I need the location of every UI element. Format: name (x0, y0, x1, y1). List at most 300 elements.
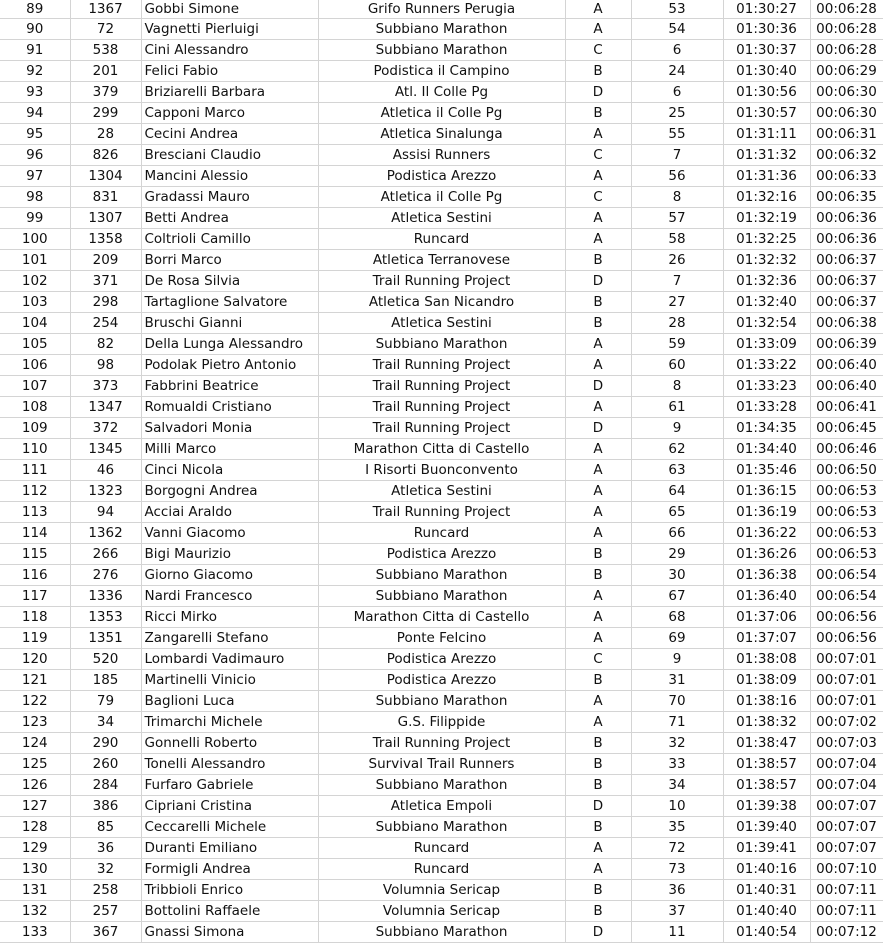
category-cell[interactable]: B (565, 544, 631, 565)
finish-time-cell[interactable]: 01:39:41 (723, 838, 810, 859)
team-cell[interactable]: Trail Running Project (318, 271, 565, 292)
category-cell[interactable]: B (565, 61, 631, 82)
position-cell[interactable]: 125 (0, 754, 70, 775)
category-position-cell[interactable]: 8 (631, 187, 723, 208)
athlete-name-cell[interactable]: Cecini Andrea (141, 124, 318, 145)
team-cell[interactable]: Atletica Sestini (318, 481, 565, 502)
athlete-name-cell[interactable]: Borgogni Andrea (141, 481, 318, 502)
category-position-cell[interactable]: 24 (631, 61, 723, 82)
category-cell[interactable]: B (565, 565, 631, 586)
finish-time-cell[interactable]: 01:31:32 (723, 145, 810, 166)
athlete-name-cell[interactable]: Tonelli Alessandro (141, 754, 318, 775)
finish-time-cell[interactable]: 01:33:28 (723, 397, 810, 418)
pace-cell[interactable]: 00:06:36 (810, 208, 883, 229)
team-cell[interactable]: Trail Running Project (318, 502, 565, 523)
category-cell[interactable]: B (565, 313, 631, 334)
finish-time-cell[interactable]: 01:34:40 (723, 439, 810, 460)
finish-time-cell[interactable]: 01:36:22 (723, 523, 810, 544)
pace-cell[interactable]: 00:06:32 (810, 145, 883, 166)
category-position-cell[interactable]: 58 (631, 229, 723, 250)
position-cell[interactable]: 110 (0, 439, 70, 460)
athlete-name-cell[interactable]: Giorno Giacomo (141, 565, 318, 586)
category-position-cell[interactable]: 37 (631, 901, 723, 922)
athlete-name-cell[interactable]: Vagnetti Pierluigi (141, 19, 318, 40)
bib-cell[interactable]: 98 (70, 355, 141, 376)
finish-time-cell[interactable]: 01:32:25 (723, 229, 810, 250)
position-cell[interactable]: 106 (0, 355, 70, 376)
category-cell[interactable]: B (565, 817, 631, 838)
position-cell[interactable]: 99 (0, 208, 70, 229)
category-position-cell[interactable]: 25 (631, 103, 723, 124)
category-cell[interactable]: A (565, 166, 631, 187)
pace-cell[interactable]: 00:06:40 (810, 376, 883, 397)
category-position-cell[interactable]: 9 (631, 418, 723, 439)
category-position-cell[interactable]: 62 (631, 439, 723, 460)
pace-cell[interactable]: 00:06:45 (810, 418, 883, 439)
category-position-cell[interactable]: 31 (631, 670, 723, 691)
athlete-name-cell[interactable]: Acciai Araldo (141, 502, 318, 523)
position-cell[interactable]: 114 (0, 523, 70, 544)
category-cell[interactable]: A (565, 838, 631, 859)
athlete-name-cell[interactable]: Bigi Maurizio (141, 544, 318, 565)
athlete-name-cell[interactable]: Cipriani Cristina (141, 796, 318, 817)
category-cell[interactable]: A (565, 19, 631, 40)
finish-time-cell[interactable]: 01:32:40 (723, 292, 810, 313)
finish-time-cell[interactable]: 01:39:38 (723, 796, 810, 817)
position-cell[interactable]: 104 (0, 313, 70, 334)
team-cell[interactable]: Volumnia Sericap (318, 901, 565, 922)
position-cell[interactable]: 101 (0, 250, 70, 271)
bib-cell[interactable]: 72 (70, 19, 141, 40)
category-cell[interactable]: A (565, 0, 631, 19)
bib-cell[interactable]: 373 (70, 376, 141, 397)
bib-cell[interactable]: 1362 (70, 523, 141, 544)
pace-cell[interactable]: 00:06:56 (810, 607, 883, 628)
finish-time-cell[interactable]: 01:30:40 (723, 61, 810, 82)
athlete-name-cell[interactable]: Bruschi Gianni (141, 313, 318, 334)
finish-time-cell[interactable]: 01:36:19 (723, 502, 810, 523)
team-cell[interactable]: Podistica Arezzo (318, 670, 565, 691)
pace-cell[interactable]: 00:07:01 (810, 670, 883, 691)
bib-cell[interactable]: 371 (70, 271, 141, 292)
category-position-cell[interactable]: 67 (631, 586, 723, 607)
bib-cell[interactable]: 34 (70, 712, 141, 733)
category-position-cell[interactable]: 68 (631, 607, 723, 628)
category-cell[interactable]: B (565, 880, 631, 901)
athlete-name-cell[interactable]: Cini Alessandro (141, 40, 318, 61)
athlete-name-cell[interactable]: Salvadori Monia (141, 418, 318, 439)
finish-time-cell[interactable]: 01:37:07 (723, 628, 810, 649)
finish-time-cell[interactable]: 01:30:27 (723, 0, 810, 19)
pace-cell[interactable]: 00:07:12 (810, 922, 883, 943)
athlete-name-cell[interactable]: Fabbrini Beatrice (141, 376, 318, 397)
team-cell[interactable]: Subbiano Marathon (318, 334, 565, 355)
finish-time-cell[interactable]: 01:40:16 (723, 859, 810, 880)
athlete-name-cell[interactable]: Gobbi Simone (141, 0, 318, 19)
finish-time-cell[interactable]: 01:30:37 (723, 40, 810, 61)
bib-cell[interactable]: 284 (70, 775, 141, 796)
athlete-name-cell[interactable]: De Rosa Silvia (141, 271, 318, 292)
bib-cell[interactable]: 185 (70, 670, 141, 691)
position-cell[interactable]: 98 (0, 187, 70, 208)
team-cell[interactable]: Atletica Empoli (318, 796, 565, 817)
category-cell[interactable]: A (565, 208, 631, 229)
pace-cell[interactable]: 00:06:39 (810, 334, 883, 355)
athlete-name-cell[interactable]: Vanni Giacomo (141, 523, 318, 544)
team-cell[interactable]: Atletica Sestini (318, 313, 565, 334)
position-cell[interactable]: 113 (0, 502, 70, 523)
position-cell[interactable]: 120 (0, 649, 70, 670)
position-cell[interactable]: 122 (0, 691, 70, 712)
bib-cell[interactable]: 1323 (70, 481, 141, 502)
pace-cell[interactable]: 00:07:01 (810, 691, 883, 712)
finish-time-cell[interactable]: 01:38:57 (723, 775, 810, 796)
category-position-cell[interactable]: 7 (631, 271, 723, 292)
category-position-cell[interactable]: 32 (631, 733, 723, 754)
bib-cell[interactable]: 258 (70, 880, 141, 901)
category-cell[interactable]: D (565, 271, 631, 292)
bib-cell[interactable]: 372 (70, 418, 141, 439)
bib-cell[interactable]: 367 (70, 922, 141, 943)
category-cell[interactable]: A (565, 859, 631, 880)
finish-time-cell[interactable]: 01:30:57 (723, 103, 810, 124)
pace-cell[interactable]: 00:07:07 (810, 838, 883, 859)
position-cell[interactable]: 91 (0, 40, 70, 61)
pace-cell[interactable]: 00:07:07 (810, 817, 883, 838)
category-cell[interactable]: D (565, 922, 631, 943)
position-cell[interactable]: 95 (0, 124, 70, 145)
team-cell[interactable]: Atletica il Colle Pg (318, 103, 565, 124)
category-position-cell[interactable]: 8 (631, 376, 723, 397)
team-cell[interactable]: Subbiano Marathon (318, 691, 565, 712)
team-cell[interactable]: Grifo Runners Perugia (318, 0, 565, 19)
pace-cell[interactable]: 00:06:37 (810, 250, 883, 271)
athlete-name-cell[interactable]: Lombardi Vadimauro (141, 649, 318, 670)
pace-cell[interactable]: 00:06:40 (810, 355, 883, 376)
pace-cell[interactable]: 00:06:28 (810, 19, 883, 40)
category-position-cell[interactable]: 27 (631, 292, 723, 313)
bib-cell[interactable]: 254 (70, 313, 141, 334)
category-cell[interactable]: D (565, 376, 631, 397)
category-position-cell[interactable]: 9 (631, 649, 723, 670)
pace-cell[interactable]: 00:06:41 (810, 397, 883, 418)
team-cell[interactable]: Atletica Terranovese (318, 250, 565, 271)
team-cell[interactable]: Atletica San Nicandro (318, 292, 565, 313)
pace-cell[interactable]: 00:06:28 (810, 40, 883, 61)
pace-cell[interactable]: 00:06:54 (810, 586, 883, 607)
team-cell[interactable]: Subbiano Marathon (318, 586, 565, 607)
category-cell[interactable]: B (565, 103, 631, 124)
category-cell[interactable]: A (565, 481, 631, 502)
finish-time-cell[interactable]: 01:30:36 (723, 19, 810, 40)
category-position-cell[interactable]: 56 (631, 166, 723, 187)
finish-time-cell[interactable]: 01:32:32 (723, 250, 810, 271)
category-cell[interactable]: B (565, 250, 631, 271)
finish-time-cell[interactable]: 01:32:19 (723, 208, 810, 229)
team-cell[interactable]: Runcard (318, 523, 565, 544)
team-cell[interactable]: Atletica Sestini (318, 208, 565, 229)
team-cell[interactable]: Runcard (318, 838, 565, 859)
position-cell[interactable]: 105 (0, 334, 70, 355)
bib-cell[interactable]: 1347 (70, 397, 141, 418)
team-cell[interactable]: Subbiano Marathon (318, 775, 565, 796)
category-position-cell[interactable]: 70 (631, 691, 723, 712)
pace-cell[interactable]: 00:06:53 (810, 502, 883, 523)
bib-cell[interactable]: 32 (70, 859, 141, 880)
category-position-cell[interactable]: 29 (631, 544, 723, 565)
athlete-name-cell[interactable]: Formigli Andrea (141, 859, 318, 880)
category-cell[interactable]: D (565, 418, 631, 439)
pace-cell[interactable]: 00:06:30 (810, 82, 883, 103)
team-cell[interactable]: Trail Running Project (318, 733, 565, 754)
category-position-cell[interactable]: 7 (631, 145, 723, 166)
bib-cell[interactable]: 1367 (70, 0, 141, 19)
finish-time-cell[interactable]: 01:37:06 (723, 607, 810, 628)
pace-cell[interactable]: 00:06:28 (810, 0, 883, 19)
category-cell[interactable]: A (565, 439, 631, 460)
pace-cell[interactable]: 00:06:50 (810, 460, 883, 481)
finish-time-cell[interactable]: 01:31:36 (723, 166, 810, 187)
team-cell[interactable]: Trail Running Project (318, 397, 565, 418)
finish-time-cell[interactable]: 01:38:32 (723, 712, 810, 733)
category-cell[interactable]: B (565, 754, 631, 775)
position-cell[interactable]: 127 (0, 796, 70, 817)
category-cell[interactable]: A (565, 460, 631, 481)
team-cell[interactable]: Trail Running Project (318, 376, 565, 397)
athlete-name-cell[interactable]: Romualdi Cristiano (141, 397, 318, 418)
category-cell[interactable]: C (565, 40, 631, 61)
finish-time-cell[interactable]: 01:30:56 (723, 82, 810, 103)
finish-time-cell[interactable]: 01:36:40 (723, 586, 810, 607)
position-cell[interactable]: 133 (0, 922, 70, 943)
category-position-cell[interactable]: 53 (631, 0, 723, 19)
bib-cell[interactable]: 379 (70, 82, 141, 103)
category-cell[interactable]: A (565, 502, 631, 523)
team-cell[interactable]: Podistica Arezzo (318, 166, 565, 187)
pace-cell[interactable]: 00:06:35 (810, 187, 883, 208)
athlete-name-cell[interactable]: Borri Marco (141, 250, 318, 271)
category-cell[interactable]: A (565, 229, 631, 250)
athlete-name-cell[interactable]: Bresciani Claudio (141, 145, 318, 166)
category-position-cell[interactable]: 54 (631, 19, 723, 40)
finish-time-cell[interactable]: 01:39:40 (723, 817, 810, 838)
position-cell[interactable]: 108 (0, 397, 70, 418)
category-cell[interactable]: C (565, 649, 631, 670)
position-cell[interactable]: 100 (0, 229, 70, 250)
category-position-cell[interactable]: 11 (631, 922, 723, 943)
pace-cell[interactable]: 00:06:36 (810, 229, 883, 250)
athlete-name-cell[interactable]: Podolak Pietro Antonio (141, 355, 318, 376)
category-cell[interactable]: A (565, 607, 631, 628)
finish-time-cell[interactable]: 01:40:54 (723, 922, 810, 943)
category-position-cell[interactable]: 71 (631, 712, 723, 733)
category-position-cell[interactable]: 73 (631, 859, 723, 880)
finish-time-cell[interactable]: 01:33:23 (723, 376, 810, 397)
athlete-name-cell[interactable]: Gradassi Mauro (141, 187, 318, 208)
bib-cell[interactable]: 276 (70, 565, 141, 586)
position-cell[interactable]: 90 (0, 19, 70, 40)
team-cell[interactable]: Subbiano Marathon (318, 922, 565, 943)
bib-cell[interactable]: 28 (70, 124, 141, 145)
category-cell[interactable]: B (565, 670, 631, 691)
category-cell[interactable]: A (565, 523, 631, 544)
category-cell[interactable]: A (565, 628, 631, 649)
category-position-cell[interactable]: 35 (631, 817, 723, 838)
team-cell[interactable]: Podistica Arezzo (318, 649, 565, 670)
team-cell[interactable]: Subbiano Marathon (318, 817, 565, 838)
team-cell[interactable]: Podistica Arezzo (318, 544, 565, 565)
pace-cell[interactable]: 00:07:04 (810, 775, 883, 796)
category-position-cell[interactable]: 61 (631, 397, 723, 418)
athlete-name-cell[interactable]: Felici Fabio (141, 61, 318, 82)
team-cell[interactable]: Atl. Il Colle Pg (318, 82, 565, 103)
pace-cell[interactable]: 00:07:10 (810, 859, 883, 880)
athlete-name-cell[interactable]: Trimarchi Michele (141, 712, 318, 733)
pace-cell[interactable]: 00:06:37 (810, 292, 883, 313)
bib-cell[interactable]: 831 (70, 187, 141, 208)
team-cell[interactable]: Subbiano Marathon (318, 565, 565, 586)
bib-cell[interactable]: 94 (70, 502, 141, 523)
athlete-name-cell[interactable]: Cinci Nicola (141, 460, 318, 481)
team-cell[interactable]: Trail Running Project (318, 418, 565, 439)
bib-cell[interactable]: 1336 (70, 586, 141, 607)
pace-cell[interactable]: 00:06:53 (810, 544, 883, 565)
position-cell[interactable]: 93 (0, 82, 70, 103)
team-cell[interactable]: Volumnia Sericap (318, 880, 565, 901)
bib-cell[interactable]: 538 (70, 40, 141, 61)
category-position-cell[interactable]: 28 (631, 313, 723, 334)
position-cell[interactable]: 97 (0, 166, 70, 187)
position-cell[interactable]: 129 (0, 838, 70, 859)
athlete-name-cell[interactable]: Mancini Alessio (141, 166, 318, 187)
pace-cell[interactable]: 00:07:04 (810, 754, 883, 775)
position-cell[interactable]: 128 (0, 817, 70, 838)
category-position-cell[interactable]: 59 (631, 334, 723, 355)
bib-cell[interactable]: 1353 (70, 607, 141, 628)
team-cell[interactable]: Runcard (318, 859, 565, 880)
athlete-name-cell[interactable]: Tribbioli Enrico (141, 880, 318, 901)
team-cell[interactable]: Marathon Citta di Castello (318, 439, 565, 460)
category-position-cell[interactable]: 65 (631, 502, 723, 523)
team-cell[interactable]: Atletica Sinalunga (318, 124, 565, 145)
athlete-name-cell[interactable]: Tartaglione Salvatore (141, 292, 318, 313)
pace-cell[interactable]: 00:07:03 (810, 733, 883, 754)
bib-cell[interactable]: 290 (70, 733, 141, 754)
finish-time-cell[interactable]: 01:31:11 (723, 124, 810, 145)
bib-cell[interactable]: 201 (70, 61, 141, 82)
position-cell[interactable]: 124 (0, 733, 70, 754)
position-cell[interactable]: 109 (0, 418, 70, 439)
pace-cell[interactable]: 00:06:29 (810, 61, 883, 82)
position-cell[interactable]: 94 (0, 103, 70, 124)
bib-cell[interactable]: 1351 (70, 628, 141, 649)
position-cell[interactable]: 121 (0, 670, 70, 691)
finish-time-cell[interactable]: 01:38:47 (723, 733, 810, 754)
category-position-cell[interactable]: 66 (631, 523, 723, 544)
bib-cell[interactable]: 209 (70, 250, 141, 271)
pace-cell[interactable]: 00:07:02 (810, 712, 883, 733)
category-position-cell[interactable]: 26 (631, 250, 723, 271)
position-cell[interactable]: 107 (0, 376, 70, 397)
finish-time-cell[interactable]: 01:38:16 (723, 691, 810, 712)
finish-time-cell[interactable]: 01:32:16 (723, 187, 810, 208)
category-position-cell[interactable]: 57 (631, 208, 723, 229)
bib-cell[interactable]: 266 (70, 544, 141, 565)
bib-cell[interactable]: 826 (70, 145, 141, 166)
category-position-cell[interactable]: 36 (631, 880, 723, 901)
category-cell[interactable]: A (565, 355, 631, 376)
finish-time-cell[interactable]: 01:35:46 (723, 460, 810, 481)
athlete-name-cell[interactable]: Bottolini Raffaele (141, 901, 318, 922)
position-cell[interactable]: 130 (0, 859, 70, 880)
pace-cell[interactable]: 00:07:07 (810, 796, 883, 817)
pace-cell[interactable]: 00:06:53 (810, 481, 883, 502)
finish-time-cell[interactable]: 01:36:15 (723, 481, 810, 502)
team-cell[interactable]: I Risorti Buonconvento (318, 460, 565, 481)
finish-time-cell[interactable]: 01:36:38 (723, 565, 810, 586)
finish-time-cell[interactable]: 01:36:26 (723, 544, 810, 565)
finish-time-cell[interactable]: 01:32:36 (723, 271, 810, 292)
team-cell[interactable]: Trail Running Project (318, 355, 565, 376)
bib-cell[interactable]: 299 (70, 103, 141, 124)
category-cell[interactable]: B (565, 733, 631, 754)
athlete-name-cell[interactable]: Della Lunga Alessandro (141, 334, 318, 355)
bib-cell[interactable]: 1345 (70, 439, 141, 460)
pace-cell[interactable]: 00:06:46 (810, 439, 883, 460)
category-cell[interactable]: C (565, 145, 631, 166)
pace-cell[interactable]: 00:06:33 (810, 166, 883, 187)
bib-cell[interactable]: 1304 (70, 166, 141, 187)
team-cell[interactable]: Ponte Felcino (318, 628, 565, 649)
bib-cell[interactable]: 257 (70, 901, 141, 922)
pace-cell[interactable]: 00:06:38 (810, 313, 883, 334)
bib-cell[interactable]: 1358 (70, 229, 141, 250)
category-cell[interactable]: A (565, 691, 631, 712)
category-position-cell[interactable]: 69 (631, 628, 723, 649)
position-cell[interactable]: 89 (0, 0, 70, 19)
athlete-name-cell[interactable]: Duranti Emiliano (141, 838, 318, 859)
pace-cell[interactable]: 00:06:53 (810, 523, 883, 544)
category-position-cell[interactable]: 63 (631, 460, 723, 481)
athlete-name-cell[interactable]: Milli Marco (141, 439, 318, 460)
team-cell[interactable]: G.S. Filippide (318, 712, 565, 733)
team-cell[interactable]: Runcard (318, 229, 565, 250)
category-position-cell[interactable]: 33 (631, 754, 723, 775)
position-cell[interactable]: 102 (0, 271, 70, 292)
team-cell[interactable]: Subbiano Marathon (318, 19, 565, 40)
pace-cell[interactable]: 00:07:11 (810, 901, 883, 922)
position-cell[interactable]: 116 (0, 565, 70, 586)
athlete-name-cell[interactable]: Betti Andrea (141, 208, 318, 229)
category-position-cell[interactable]: 30 (631, 565, 723, 586)
category-position-cell[interactable]: 6 (631, 40, 723, 61)
position-cell[interactable]: 115 (0, 544, 70, 565)
category-cell[interactable]: A (565, 334, 631, 355)
category-position-cell[interactable]: 72 (631, 838, 723, 859)
finish-time-cell[interactable]: 01:40:31 (723, 880, 810, 901)
category-cell[interactable]: A (565, 124, 631, 145)
category-position-cell[interactable]: 6 (631, 82, 723, 103)
team-cell[interactable]: Survival Trail Runners (318, 754, 565, 775)
bib-cell[interactable]: 386 (70, 796, 141, 817)
athlete-name-cell[interactable]: Briziarelli Barbara (141, 82, 318, 103)
finish-time-cell[interactable]: 01:33:22 (723, 355, 810, 376)
athlete-name-cell[interactable]: Ceccarelli Michele (141, 817, 318, 838)
bib-cell[interactable]: 260 (70, 754, 141, 775)
category-cell[interactable]: B (565, 775, 631, 796)
athlete-name-cell[interactable]: Baglioni Luca (141, 691, 318, 712)
bib-cell[interactable]: 298 (70, 292, 141, 313)
